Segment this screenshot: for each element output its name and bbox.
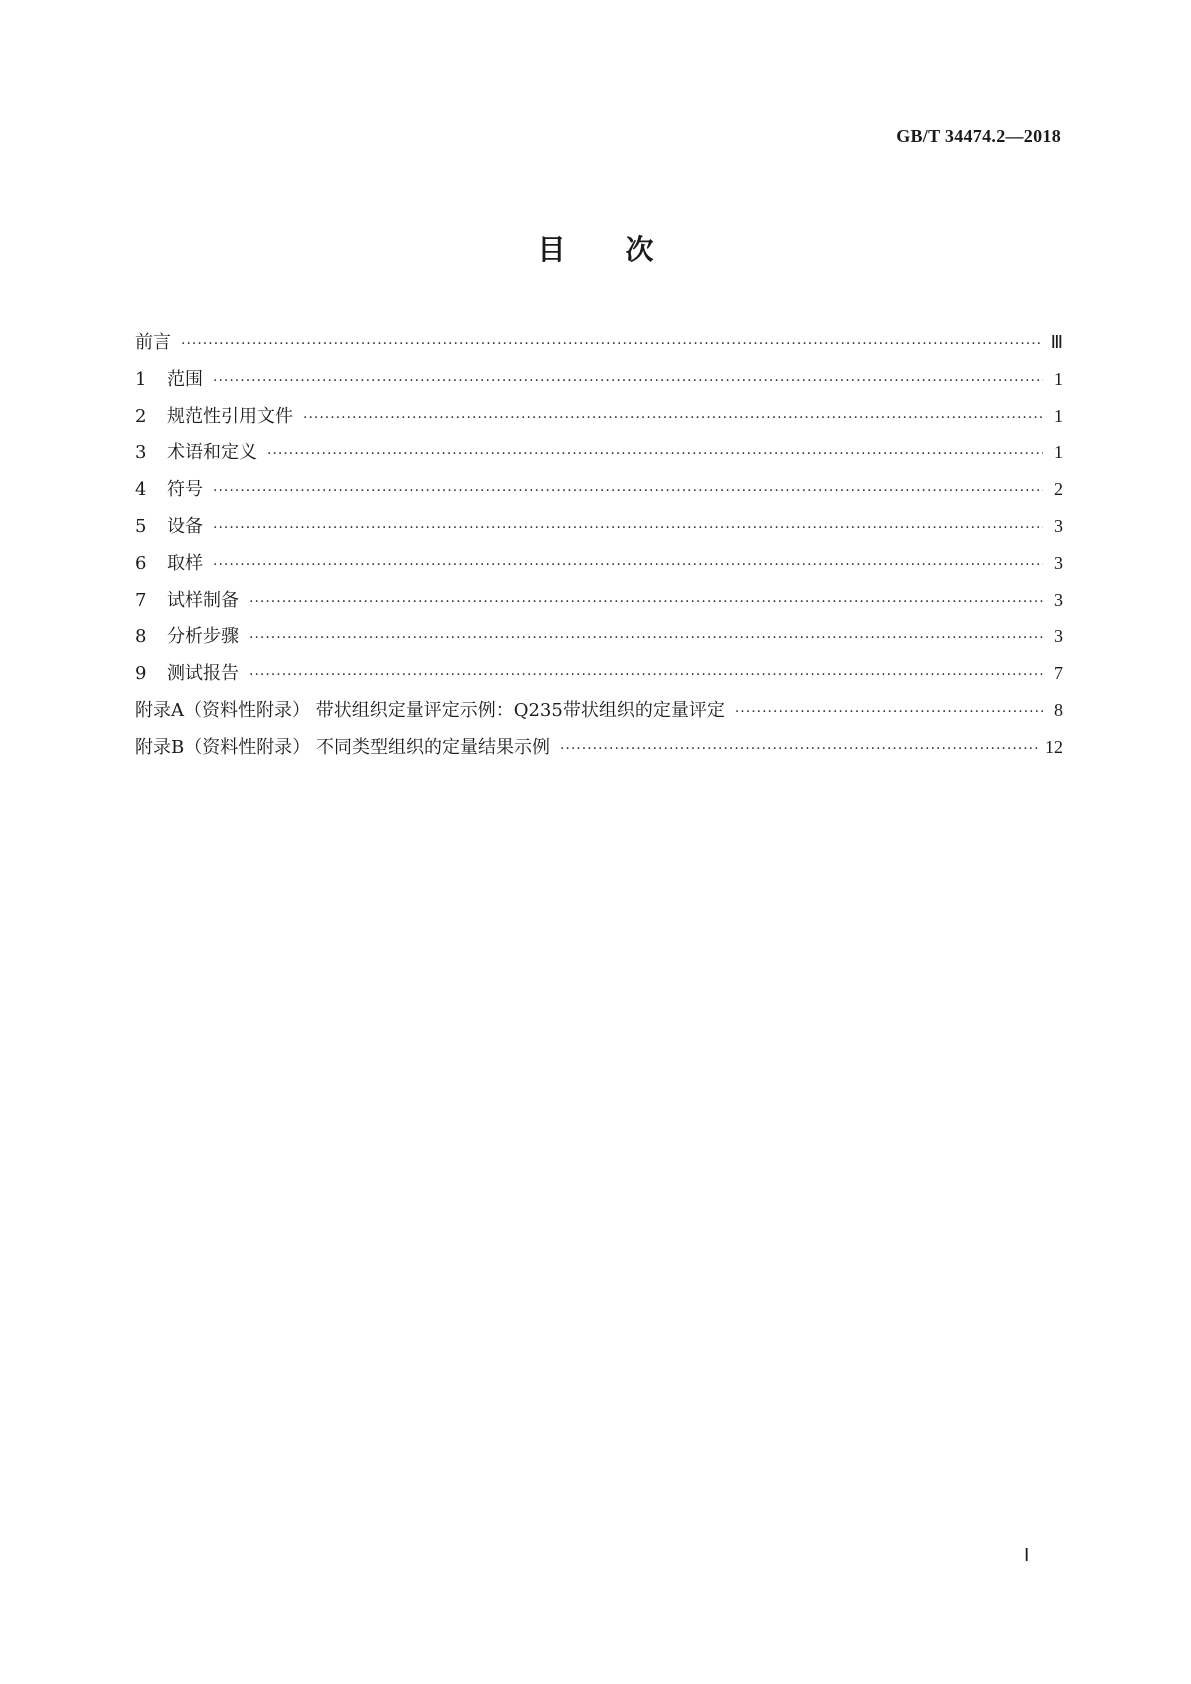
standard-number: GB/T 34474.2—2018 — [896, 126, 1061, 146]
page-number: Ⅰ — [1024, 1545, 1030, 1565]
toc-entry-number: 5 — [135, 515, 147, 537]
toc-entry-page: 7 — [1054, 663, 1063, 684]
toc-entry-text: 取样 — [167, 552, 203, 574]
toc-entry-6[interactable] — [135, 545, 1063, 582]
toc-leader-dots — [560, 731, 1039, 768]
toc-entry-page: 2 — [1054, 479, 1063, 500]
toc-entry-foreword[interactable] — [135, 324, 1063, 361]
toc-leader-dots — [213, 363, 1043, 400]
toc-entry-number: 7 — [135, 589, 147, 611]
table-of-contents — [135, 324, 1063, 766]
toc-leader-dots — [303, 400, 1043, 437]
toc-entry-page: Ⅲ — [1050, 332, 1063, 352]
toc-entry-number: 2 — [135, 405, 147, 427]
toc-entry-page: 3 — [1054, 515, 1063, 536]
toc-entry-text: 测试报告 — [167, 663, 239, 685]
toc-entry-2[interactable] — [135, 398, 1063, 435]
toc-leader-dots — [181, 326, 1043, 363]
toc-entry-9[interactable] — [135, 655, 1063, 692]
toc-entry-page: 1 — [1054, 442, 1063, 463]
toc-entry-number: 3 — [135, 442, 147, 464]
toc-entry-5[interactable] — [135, 508, 1063, 545]
toc-entry-annex-a[interactable] — [135, 692, 1063, 729]
toc-entry-text: 附录B（资料性附录） 不同类型组织的定量结果示例 — [135, 736, 550, 758]
toc-entry-page: 3 — [1054, 589, 1063, 610]
toc-entry-text: 符号 — [167, 479, 203, 501]
toc-leader-dots — [249, 620, 1043, 657]
toc-entry-page: 3 — [1054, 552, 1063, 573]
toc-entry-text: 设备 — [167, 515, 203, 537]
toc-leader-dots — [249, 584, 1043, 621]
toc-leader-dots — [213, 547, 1043, 584]
toc-entry-number: 6 — [135, 552, 147, 574]
toc-entry-text: 试样制备 — [167, 589, 239, 611]
toc-entry-number: 9 — [135, 663, 147, 685]
toc-entry-text: 术语和定义 — [167, 442, 257, 464]
toc-entry-text: 附录A（资料性附录） 带状组织定量评定示例：Q235带状组织的定量评定 — [135, 699, 725, 721]
toc-entry-page: 3 — [1054, 626, 1063, 647]
toc-entry-text: 前言 — [135, 332, 171, 353]
toc-entry-text: 规范性引用文件 — [167, 405, 293, 427]
toc-leader-dots — [213, 473, 1043, 510]
toc-entry-7[interactable] — [135, 582, 1063, 619]
toc-entry-text: 范围 — [167, 368, 203, 390]
toc-entry-8[interactable] — [135, 618, 1063, 655]
toc-entry-page: 12 — [1045, 736, 1063, 757]
toc-entry-page: 1 — [1054, 405, 1063, 426]
toc-entry-number: 8 — [135, 626, 147, 648]
toc-leader-dots — [735, 694, 1043, 731]
toc-entry-number: 1 — [135, 368, 147, 390]
toc-entry-number: 4 — [135, 479, 147, 501]
toc-entry-text: 分析步骤 — [167, 626, 239, 648]
toc-leader-dots — [249, 657, 1043, 694]
toc-entry-annex-b[interactable] — [135, 729, 1063, 766]
toc-leader-dots — [213, 510, 1043, 547]
toc-entry-page: 8 — [1054, 699, 1063, 720]
toc-entry-3[interactable] — [135, 434, 1063, 471]
toc-entry-page: 1 — [1054, 368, 1063, 389]
toc-leader-dots — [267, 436, 1043, 473]
page-title: 目次 — [537, 233, 714, 266]
toc-entry-1[interactable] — [135, 361, 1063, 398]
toc-entry-4[interactable] — [135, 471, 1063, 508]
